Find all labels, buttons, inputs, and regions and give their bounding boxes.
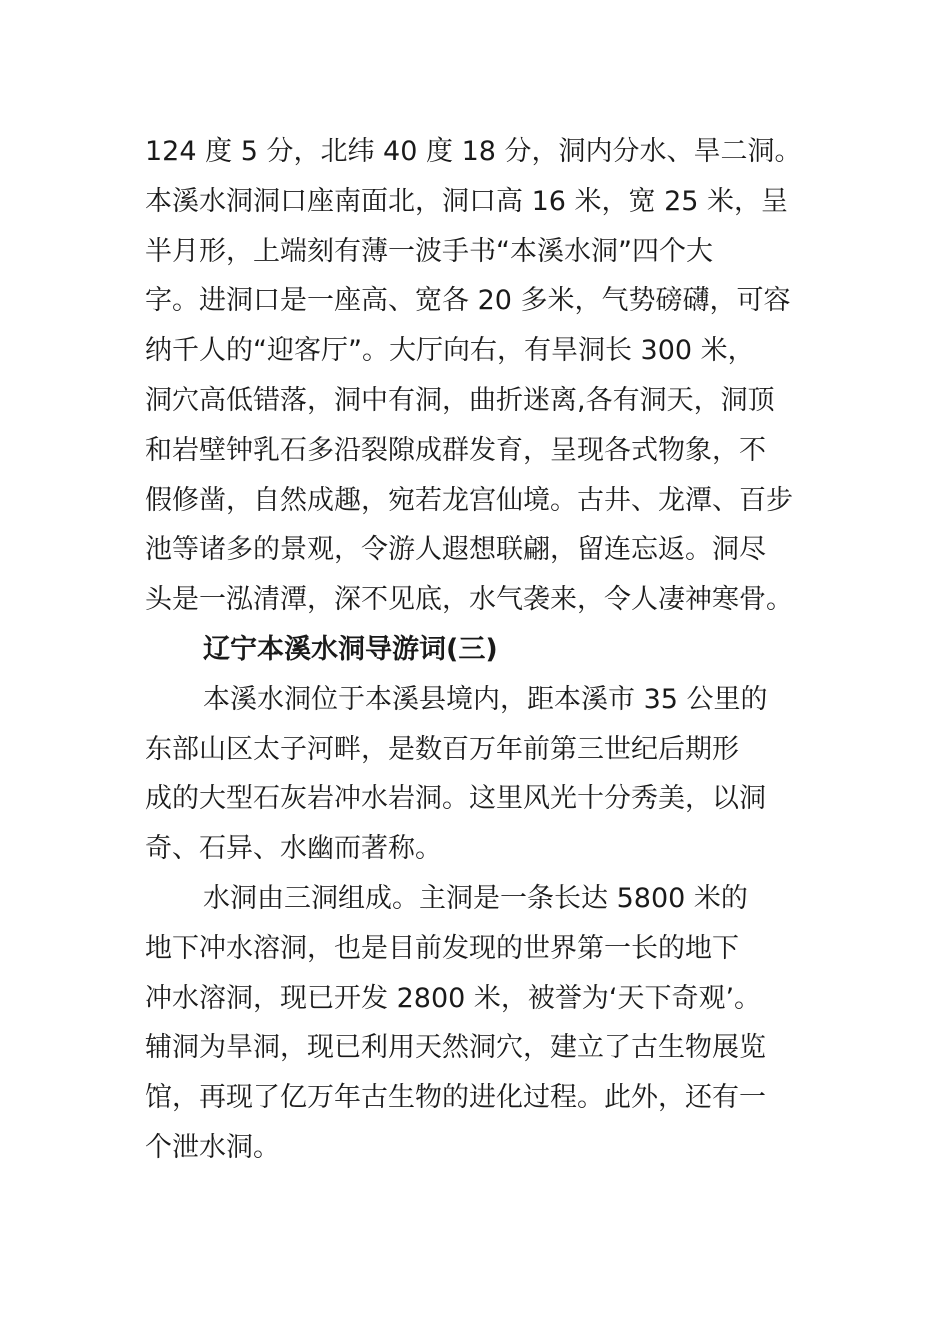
- text-line: 洞穴高低错落，洞中有洞，曲折迷离,各有洞天，洞顶: [145, 384, 775, 416]
- text-line: 本溪水洞洞口座南面北，洞口高 16 米，宽 25 米，呈: [145, 185, 789, 217]
- text-line: 馆，再现了亿万年古生物的进化过程。此外，还有一: [145, 1082, 766, 1114]
- text-line: 东部山区太子河畔，是数百万年前第三世纪后期形: [145, 733, 739, 765]
- text-line: 124 度 5 分，北纬 40 度 18 分，洞内分水、旱二洞。: [145, 136, 802, 167]
- document-page: [145, 127, 805, 1173]
- section-heading: 辽宁本溪水洞导游词(三): [203, 633, 498, 665]
- text-line: 半月形，上端刻有薄一波手书“本溪水洞”四个大: [145, 235, 713, 267]
- text-line: 池等诸多的景观，令游人遐想联翩，留连忘返。洞尽: [145, 534, 766, 566]
- text-line: 水洞由三洞组成。主洞是一条长达 5800 米的: [203, 882, 748, 914]
- paragraph-1: [145, 127, 805, 625]
- text-line: 头是一泓清潭，深不见底，水气袭来，令人凄神寒骨。: [145, 584, 793, 616]
- text-line: 字。进洞口是一座高、宽各 20 多米，气势磅礴，可容: [145, 285, 791, 317]
- paragraph-3: [145, 874, 805, 1173]
- text-line: 本溪水洞位于本溪县境内，距本溪市 35 公里的: [203, 683, 768, 715]
- text-line: 假修凿，自然成趣，宛若龙宫仙境。古井、龙潭、百步: [145, 484, 793, 516]
- paragraph-2: [145, 675, 805, 874]
- text-line: 和岩壁钟乳石多沿裂隙成群发育，呈现各式物象，不: [145, 434, 766, 466]
- text-line: 纳千人的“迎客厅”。大厅向右，有旱洞长 300 米，: [145, 335, 755, 367]
- text-line: 地下冲水溶洞，也是目前发现的世界第一长的地下: [145, 932, 739, 964]
- text-line: 辅洞为旱洞，现已利用天然洞穴，建立了古生物展览: [145, 1032, 766, 1064]
- text-line: 个泄水洞。: [145, 1131, 280, 1163]
- text-line: 成的大型石灰岩冲水岩洞。这里风光十分秀美，以洞: [145, 783, 766, 815]
- text-line: 奇、石异、水幽而著称。: [145, 833, 442, 865]
- text-line: 冲水溶洞，现已开发 2800 米，被誉为‘天下奇观’。: [145, 982, 762, 1014]
